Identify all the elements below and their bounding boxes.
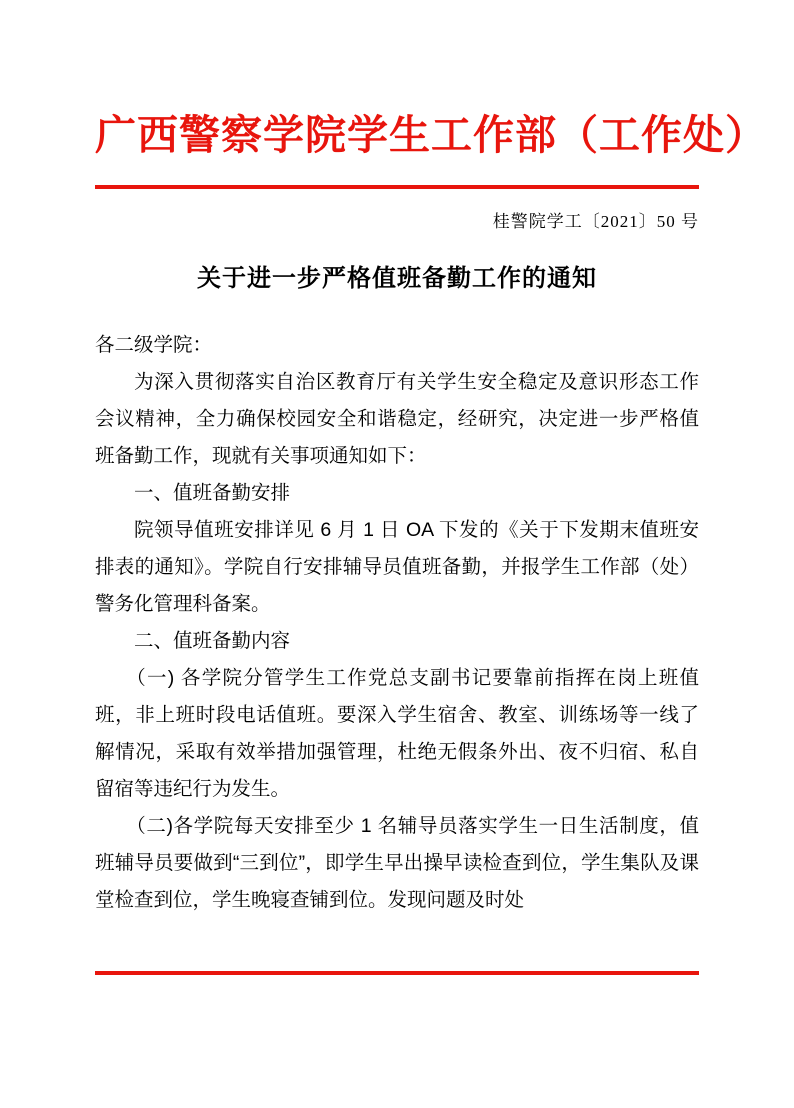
body-paragraph: 院领导值班安排详见 6 月 1 日 OA 下发的《关于下发期末值班安排表的通知》。学院自行安排辅导员值班备勤，并报学生工作部（处）警务化管理科备案。	[95, 519, 699, 616]
body-paragraph: 为深入贯彻落实自治区教育厅有关学生安全稳定及意识形态工作会议精神，全力确保校园安全和谐稳定，经研究，决定进一步严格值班备勤工作，现就有关事项通知如下：	[95, 371, 699, 468]
document-number: 桂警院学工〔2021〕50 号	[492, 212, 699, 232]
document-header	[95, 0, 767, 189]
document-subject-title: 关于进一步严格值班备勤工作的通知	[197, 265, 597, 293]
issuing-organization-title: 广西警察学院学生工作部（工作处）	[95, 112, 767, 158]
document-body	[95, 327, 699, 919]
header-divider	[95, 185, 699, 189]
header-rule-line	[95, 185, 699, 189]
footer-rule-line	[95, 971, 699, 975]
footer-divider	[95, 971, 699, 975]
section-heading-one: 一、值班备勤安排	[134, 482, 291, 505]
section-heading-two: 二、值班备勤内容	[134, 630, 291, 653]
body-paragraph: （二)各学院每天安排至少 1 名辅导员落实学生一日生活制度，值班辅导员要做到“三到位”，即学生早出操早读检查到位，学生集队及课堂检查到位，学生晚寝查铺到位。发现问题及时处	[95, 815, 699, 912]
body-paragraph: （一) 各学院分管学生工作党总支副书记要靠前指挥在岗上班值班，非上班时段电话值班。要深入学生宿舍、教室、训练场等一线了解情况，采取有效举措加强管理，杜绝无假条外出、夜不归宿、私自留宿等违纪行为发生。	[95, 667, 699, 801]
salutation: 各二级学院：	[95, 334, 213, 357]
